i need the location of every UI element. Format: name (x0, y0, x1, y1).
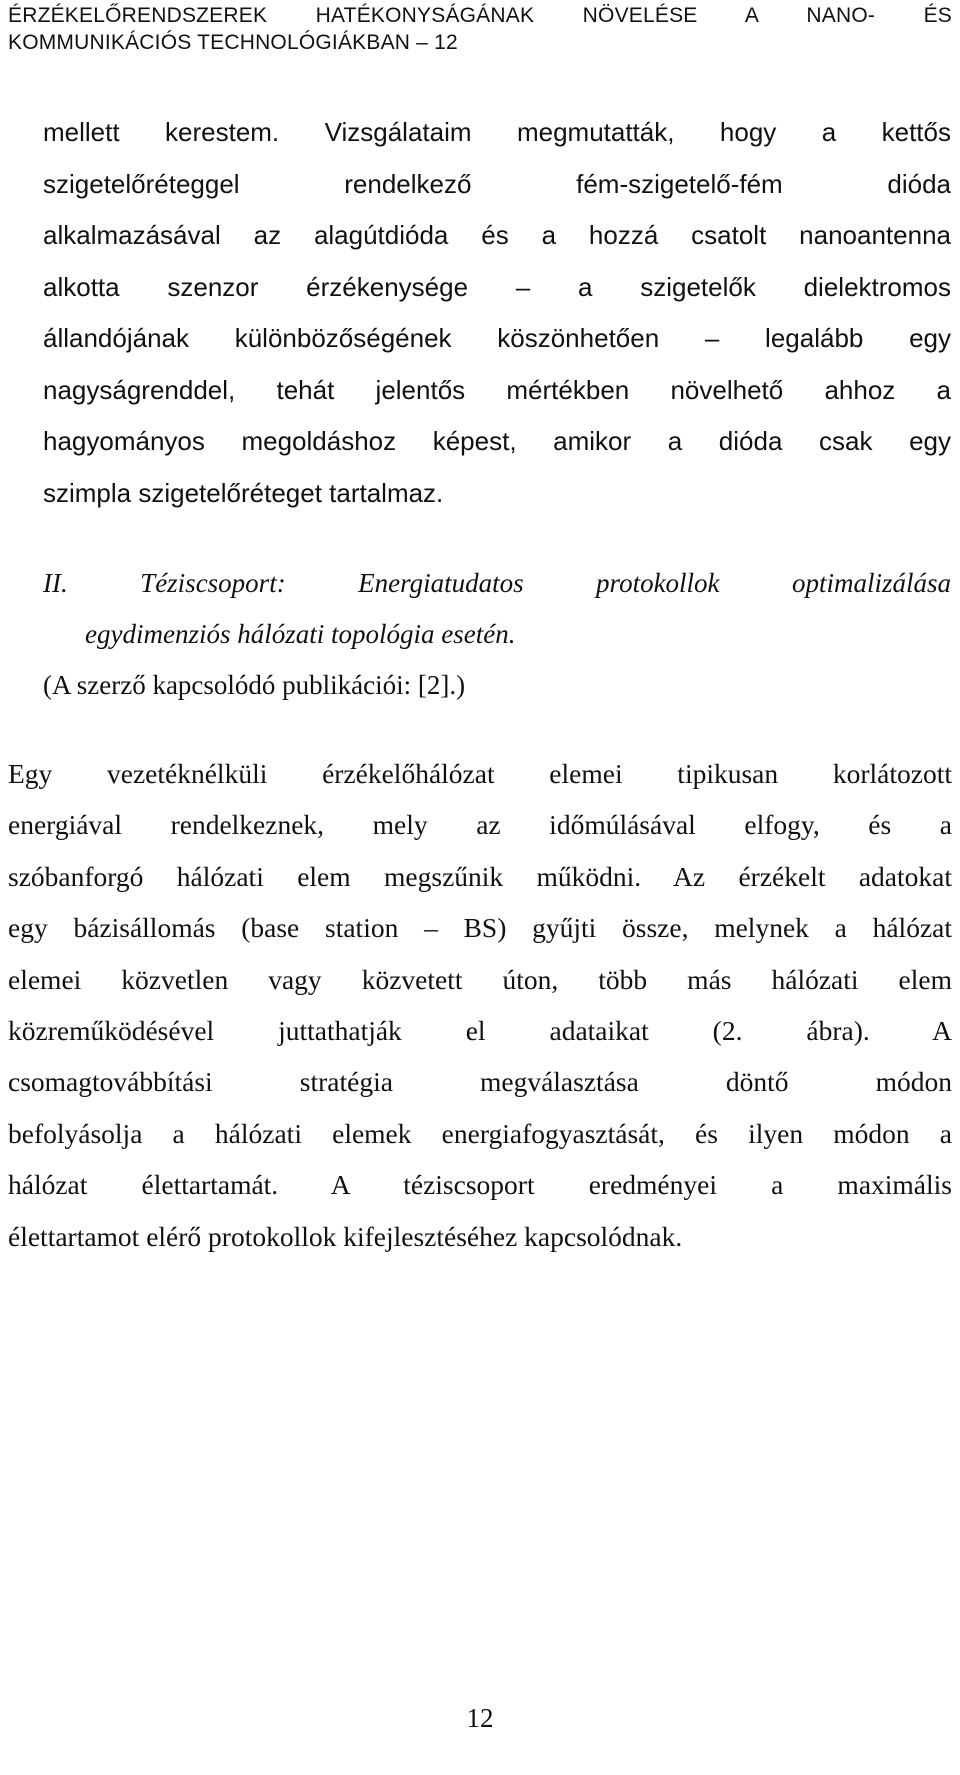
paragraph-line: közreműködésével juttathatják el adataikat (2. ábra). A (8, 1015, 952, 1047)
paragraph-line: Egy vezetéknélküli érzékelőhálózat elemei tipikusan korlátozott (8, 758, 952, 789)
paragraph-line: szigetelőréteggel rendelkező fém-szigetelő-fém dióda (43, 168, 951, 199)
paragraph-line: hagyományos megoldáshoz képest, amikor a dióda csak egy (43, 426, 951, 456)
paragraph-line: szóbanforgó hálózati elem megszűnik működni. Az érzékelt adatokat (8, 860, 952, 892)
header-line-2: KOMMUNIKÁCIÓS TECHNOLÓGIÁKBAN – 12 (8, 31, 458, 54)
paragraph-line: befolyásolja a hálózati elemek energiafogyasztását, és ilyen módon a (8, 1117, 952, 1149)
paragraph-line: hálózat élettartamát. A téziscsoport eredményei a maximális (8, 1169, 952, 1201)
header-line-1: ÉRZÉKELŐRENDSZEREK HATÉKONYSÁGÁNAK NÖVELÉSE A NANO- ÉS (8, 4, 952, 27)
paragraph-line: mellett kerestem. Vizsgálataim megmutatták, hogy a kettős (43, 117, 951, 147)
publications-note (43, 660, 951, 711)
thesis-heading-line-2: egydimenziós hálózati topológia esetén. (85, 619, 516, 649)
running-header (8, 2, 952, 56)
thesis-group-heading (43, 558, 951, 660)
paragraph-line: csomagtovábbítási stratégia megválasztása döntő módon (8, 1066, 952, 1098)
paragraph-line: alkotta szenzor érzékenysége – a szigetelők dielektromos (43, 271, 951, 302)
paragraph-line: alkalmazásával az alagútdióda és a hozzá csatolt nanoantenna (43, 220, 951, 250)
publications-note-text: (A szerző kapcsolódó publikációi: [2].) (43, 670, 466, 700)
paragraph-line: nagyságrenddel, tehát jelentős mértékben növelhető ahhoz a (43, 374, 951, 405)
paragraph-line: állandójának különbözőségének köszönhetően – legalább egy (43, 323, 951, 353)
paragraph-line: élettartamot elérő protokollok kifejlesztéséhez kapcsolódnak. (8, 1220, 683, 1252)
paragraph-sensor-conclusion (43, 107, 951, 519)
thesis-heading-line-1: II. Téziscsoport: Energiatudatos protokollok optimalizálása (43, 568, 951, 598)
paragraph-line: szimpla szigetelőréteget tartalmaz. (43, 477, 444, 508)
paragraph-line: energiával rendelkeznek, mely az időmúlásával elfogy, és a (8, 809, 952, 841)
paragraph-wsn-energy (8, 748, 952, 1262)
paragraph-line: elemei közvetlen vagy közvetett úton, több más hálózati elem (8, 963, 952, 995)
page-number: 12 (466, 1703, 494, 1733)
paragraph-line: egy bázisállomás (base station – BS) gyűjti össze, melynek a hálózat (8, 912, 952, 944)
